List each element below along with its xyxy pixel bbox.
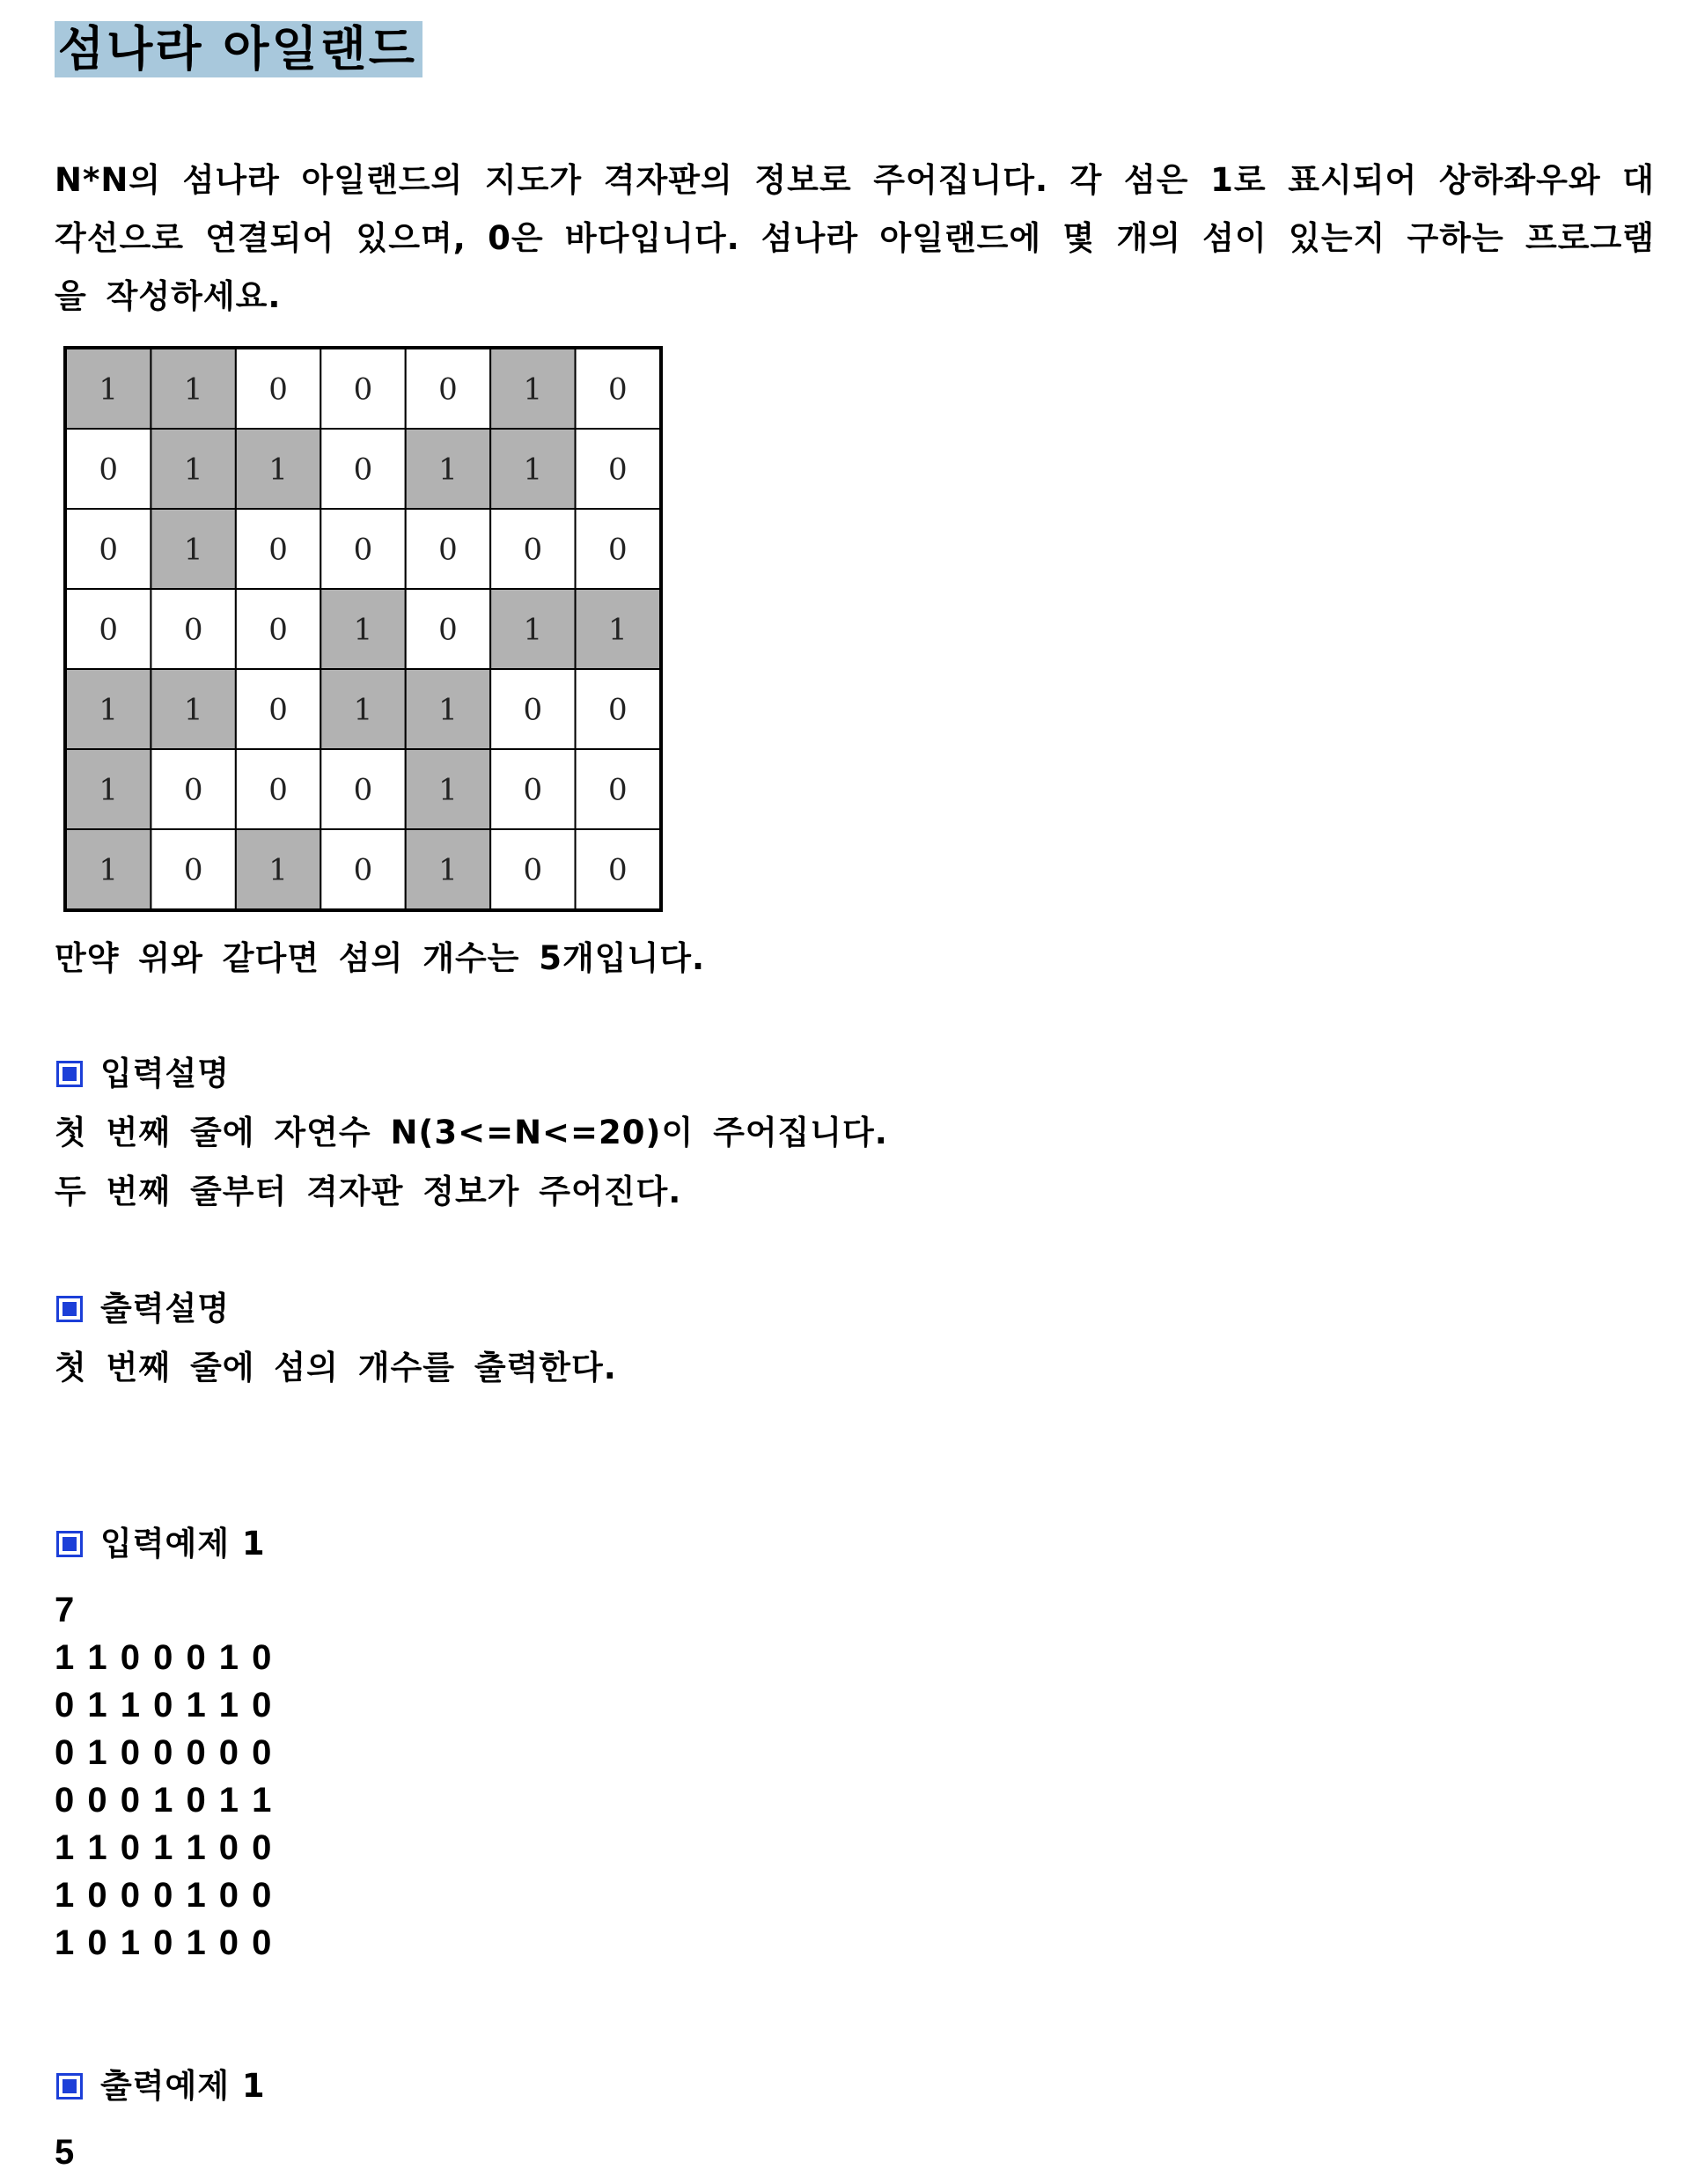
input-desc-line: 두 번째 줄부터 격자판 정보가 주어진다. [55,1173,682,1210]
grid-cell-value: 1 [523,612,543,648]
grid-cell-value: 1 [183,371,203,408]
output-section-title: 출력설명 [100,1290,230,1327]
grid-cell-value: 1 [523,452,543,488]
input-section-heading [55,1053,230,1095]
grid-cell-value: 1 [353,692,373,728]
island-grid-svg [66,349,660,909]
sample-output-title: 출력예제 1 [100,2067,266,2105]
grid-cell-value: 1 [183,452,203,488]
grid-cell-value: 0 [353,532,373,568]
problem-description: N*N의 섬나라 아일랜드의 지도가 격자판의 정보로 주어집니다. 각 섬은 1로 표시되어 상하좌우와 대각선으로 연결되어 있으며, 0은 바다입니다. 섬나라 아일랜드에 몇 개의 섬이 있는지 구하는 프로그램을 작성하세요. [55,161,1655,315]
square-bullet-icon [56,1296,83,1322]
grid-cell-value: 0 [607,692,628,728]
grid-cell-value: 0 [99,612,119,648]
grid-cell-value: 0 [183,852,203,888]
grid-cell-value: 0 [183,772,203,808]
grid-cell-value: 0 [183,612,203,648]
sample-input-line: 1 0 1 0 1 0 0 [55,1923,274,1962]
grid-cell-value: 0 [99,532,119,568]
input-desc-line: 첫 번째 줄에 자연수 N(3<=N<=20)이 주어집니다. [55,1114,888,1151]
square-bullet-icon [56,2073,83,2099]
output-section-heading [55,1288,230,1330]
sample-output-line: 5 [55,2133,77,2172]
grid-cell-value: 0 [607,452,628,488]
page-title: 섬나라 아일랜드 [55,21,422,77]
grid-cell-value: 0 [268,371,288,408]
square-bullet-icon [56,1061,83,1087]
grid-cell-value: 0 [607,371,628,408]
grid-cell-value: 0 [607,772,628,808]
example-note: 만약 위와 같다면 섬의 개수는 5개입니다. [55,939,706,977]
grid-cell-value: 0 [523,852,543,888]
grid-cell-value: 1 [523,371,543,408]
grid-cell-value: 1 [99,371,119,408]
grid-cell-value: 0 [353,452,373,488]
grid-cell-value: 1 [438,692,458,728]
sample-input-line: 7 [55,1591,77,1629]
grid-cell-value: 0 [268,612,288,648]
sample-input-title: 입력예제 1 [100,1525,266,1563]
grid-cell-value: 1 [99,772,119,808]
grid-cell-value: 0 [523,772,543,808]
grid-cell-value: 0 [523,692,543,728]
grid-cell-value: 1 [183,532,203,568]
sample-input-line: 0 0 0 1 0 1 1 [55,1781,274,1820]
grid-cell-value: 0 [268,772,288,808]
sample-input-line: 1 1 0 1 1 0 0 [55,1828,274,1867]
grid-cell-value: 0 [523,532,543,568]
grid-cell-value: 1 [99,852,119,888]
grid-cell-value: 0 [268,692,288,728]
grid-cell-value: 1 [607,612,628,648]
grid-cell-value: 1 [268,852,288,888]
grid-cell-value: 1 [183,692,203,728]
sample-input-line: 1 0 0 0 1 0 0 [55,1876,274,1915]
grid-cell-value: 0 [438,532,458,568]
grid-cell-value: 0 [353,772,373,808]
grid-cell-value: 1 [353,612,373,648]
grid-cell-value: 0 [99,452,119,488]
grid-cell-value: 0 [607,532,628,568]
sample-output-heading [55,2065,266,2107]
grid-cell-value: 1 [438,772,458,808]
island-grid [63,346,663,912]
square-bullet-icon [56,1531,83,1557]
grid-cell-value: 0 [607,852,628,888]
grid-cell-value: 1 [268,452,288,488]
grid-cell-value: 0 [353,371,373,408]
grid-cell-value: 0 [268,532,288,568]
grid-cell-value: 0 [438,612,458,648]
sample-input-line: 0 1 0 0 0 0 0 [55,1733,274,1772]
sample-input-heading [55,1523,266,1565]
grid-cell-value: 1 [438,852,458,888]
sample-input-line: 0 1 1 0 1 1 0 [55,1686,274,1724]
input-section-title: 입력설명 [100,1055,230,1092]
grid-cell-value: 0 [438,371,458,408]
grid-cell-value: 1 [99,692,119,728]
grid-cell-value: 0 [353,852,373,888]
output-desc-line: 첫 번째 줄에 섬의 개수를 출력한다. [55,1349,617,1386]
sample-input-line: 1 1 0 0 0 1 0 [55,1638,274,1677]
grid-cell-value: 1 [438,452,458,488]
